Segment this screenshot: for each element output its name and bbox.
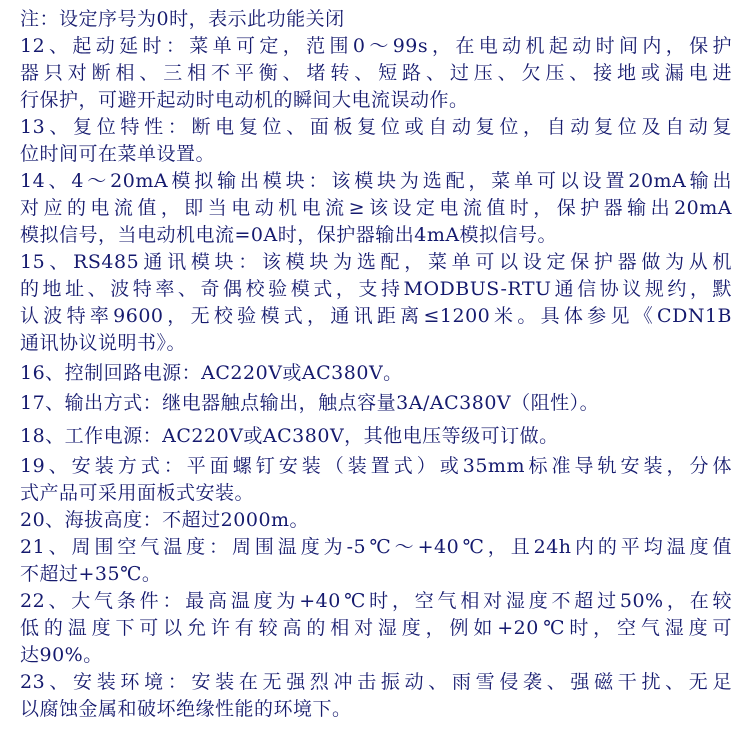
item-23-line-2: 以腐蚀金属和破坏绝缘性能的环境下。 [20,698,352,720]
item-18-line-1: 18、工作电源：AC220V或AC380V，其他电压等级可订做。 [20,425,559,447]
item-21-line-1: 21、周围空气温度：周围温度为-5℃～+40℃，且24h内的平均温度值 [20,536,732,558]
item-19-line-1: 19、安装方式：平面螺钉安装（装置式）或35mm标准导轨安装，分体 [20,455,732,477]
item-23-line-1: 23、安装环境：安装在无强烈冲击振动、雨雪侵袭、强磁干扰、无足 [20,671,732,693]
item-22-line-2: 低的温度下可以允许有较高的相对湿度，例如+20℃时，空气湿度可 [20,617,732,639]
item-15-line-1: 15、RS485通讯模块：该模块为选配，菜单可以设定保护器做为从机 [20,251,732,273]
item-13-line-1: 13、复位特性：断电复位、面板复位或自动复位，自动复位及自动复 [20,116,732,138]
item-21-line-2: 不超过+35℃。 [20,563,162,585]
item-15-line-2: 的地址、波特率、奇偶校验模式，支持MODBUS-RTU通信协议规约，默 [20,278,732,300]
spec-document [20,6,732,723]
item-12-line-1: 12、起动延时：菜单可定，范围0～99s，在电动机起动时间内，保护 [20,35,732,57]
item-19-line-2: 式产品可采用面板式安装。 [20,482,255,504]
item-13-line-2: 位时间可在菜单设置。 [20,143,216,165]
item-12-line-2: 器只对断相、三相不平衡、堵转、短路、过压、欠压、接地或漏电进 [20,62,732,84]
item-15-line-3: 认波特率9600，无校验模式，通讯距离≤1200米。具体参见《CDN1B [20,305,732,327]
item-14-line-1: 14、4～20mA模拟输出模块：该模块为选配，菜单可以设置20mA输出 [20,170,732,192]
item-14-line-2: 对应的电流值，即当电动机电流≥该设定电流值时，保护器输出20mA [20,197,732,219]
item-15-line-4: 通讯协议说明书》。 [20,332,187,354]
item-17-line-1: 17、输出方式：继电器触点输出，触点容量3A/AC380V（阻性）。 [20,392,600,414]
item-14-line-3: 模拟信号，当电动机电流=0A时，保护器输出4mA模拟信号。 [20,224,558,246]
item-22-line-3: 达90%。 [20,644,103,666]
item-16-line-1: 16、控制回路电源：AC220V或AC380V。 [20,362,403,384]
note-line: 注：设定序号为0时，表示此功能关闭 [20,8,345,30]
item-20-line-1: 20、海拔高度：不超过2000m。 [20,509,310,531]
item-22-line-1: 22、大气条件：最高温度为+40℃时，空气相对湿度不超过50%，在较 [20,590,732,612]
item-12-line-3: 行保护，可避开起动时电动机的瞬间大电流误动作。 [20,89,469,111]
